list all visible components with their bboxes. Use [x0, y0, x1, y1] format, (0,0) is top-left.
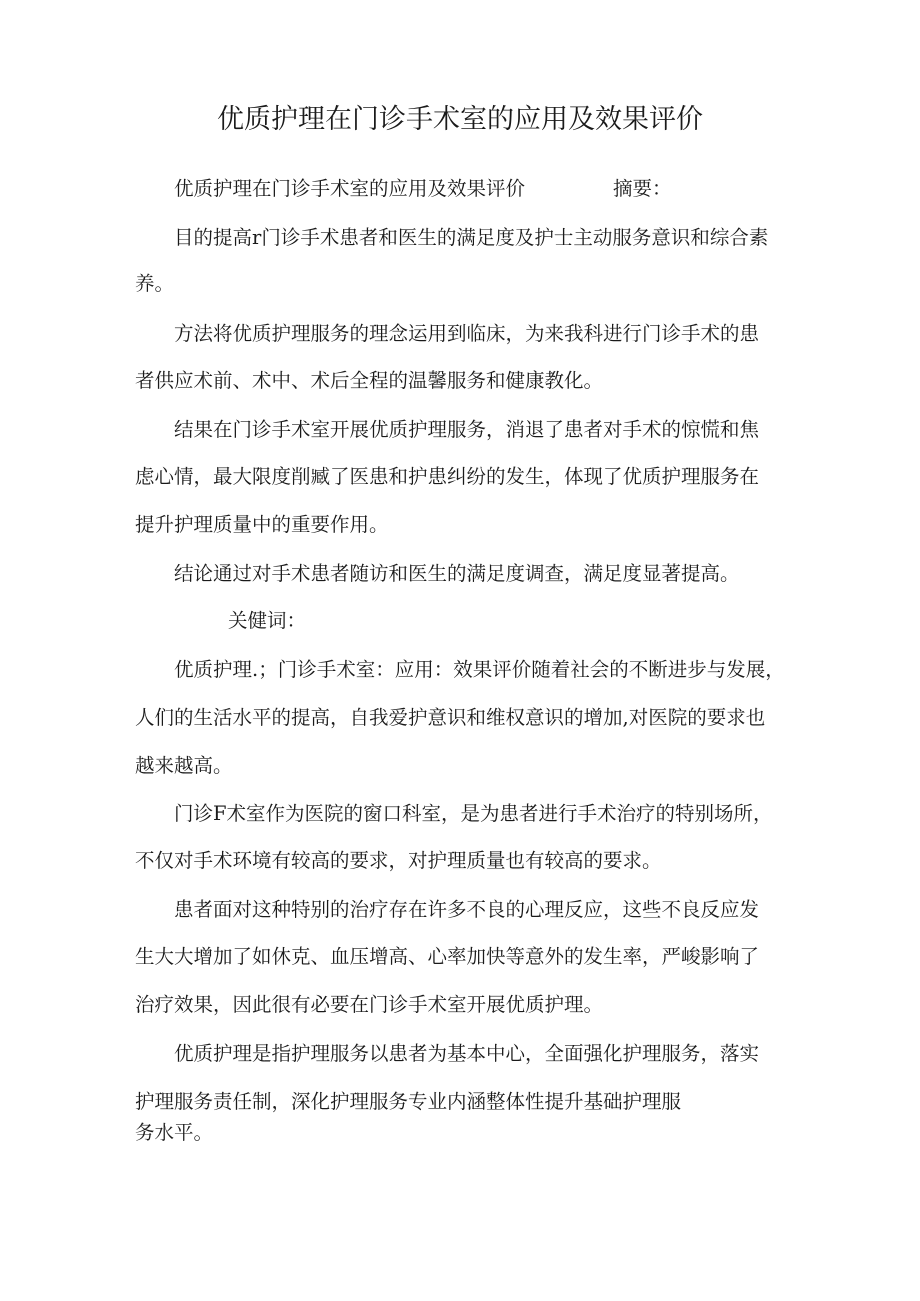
- patient-line-1: 患者面对这种特别的治疗存在许多不良的心理反应，这些不良反应发: [174, 898, 760, 921]
- method-line-1: 方法将优质护理服务的理念运用到临床，为来我科进行门诊手术的患: [174, 322, 760, 345]
- objective-line-1: 目的提高r门诊手术患者和医生的满足度及护士主动服务意识和综合素: [174, 226, 769, 249]
- clinic-line-2: 不仅对手术环境有较高的要求，对护理质量也有较高的要求。: [135, 849, 662, 872]
- patient-line-2: 生大大增加了如休克、血压增高、心率加快等意外的发生率，严峻影响了: [135, 945, 760, 968]
- conclusion-line: 结论通过对手术患者随访和医生的满足度调查，满足度显著提高。: [174, 562, 740, 585]
- abstract-label: 摘要：: [613, 177, 672, 200]
- result-line-1: 结果在门诊手术室开展优质护理服务，消退了患者对手术的惊慌和焦: [174, 418, 760, 441]
- document-title: 优质护理在门诊手术室的应用及效果评价: [217, 104, 703, 135]
- quality-line-3: 务水平。: [135, 1121, 214, 1144]
- keywords-label: 关健词：: [228, 609, 307, 632]
- abstract-heading-line: [174, 174, 672, 204]
- intro-line-2: 人们的生活水平的提高，自我爱护意识和维权意识的增加,对医院的要求也: [135, 706, 766, 729]
- clinic-line-1: 门诊F术室作为医院的窗口科室，是为患者进行手术治疗的特别场所，: [174, 802, 773, 825]
- quality-line-2: 护理服务责任制，深化护理服务专业内涵整体性提升基础护理服: [135, 1090, 682, 1113]
- quality-line-1: 优质护理是指护理服务以患者为基本中心，全面强化护理服务，落实: [174, 1042, 760, 1065]
- abstract-title-repeat: 优质护理在门诊手术室的应用及效果评价: [174, 177, 526, 200]
- method-line-2: 者供应术前、术中、术后全程的温馨服务和健康教化。: [135, 369, 604, 392]
- intro-line-3: 越来越高。: [135, 754, 233, 777]
- objective-line-2: 养。: [135, 272, 175, 295]
- result-line-3: 提升护理质量中的重要作用。: [135, 513, 389, 536]
- result-line-2: 虑心情，最大限度削臧了医患和护患纠纷的发生，体现了优质护理服务在: [135, 465, 760, 488]
- patient-line-3: 治疗效果，因此很有必要在门诊手术室开展优质护理。: [135, 993, 604, 1016]
- intro-line-1: 优质护理.；门诊手术室：应用：效果评价随着社会的不断进步与发展，: [174, 658, 785, 681]
